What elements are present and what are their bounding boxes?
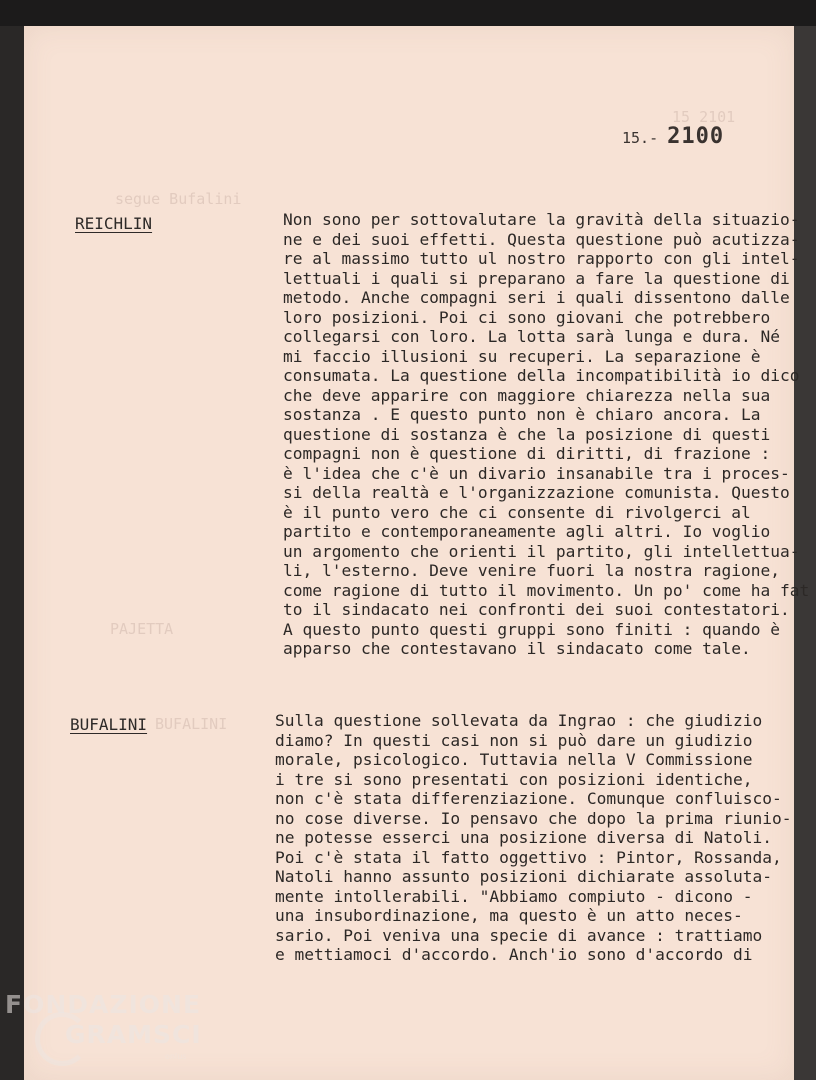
bleed-through-text: PAJETTA: [110, 620, 174, 638]
text-line: Non sono per sottovalutare la gravità della situazio-: [283, 210, 800, 229]
text-line: è l'idea che c'è un divario insanabile tra i proces-: [283, 463, 790, 483]
page-number: [622, 124, 724, 149]
text-line: e mettiamoci d'accordo. Anch'io sono d'accordo di: [275, 945, 753, 964]
text-line: un argomento che orienti il partito, gli intellettua-: [283, 541, 800, 561]
fondazione-gramsci-watermark: [5, 990, 202, 1061]
text-line: come ragione di tutto il movimento. Un po' come ha fat: [283, 580, 810, 600]
text-line: diamo? In questi casi non si può dare un giudizio: [275, 730, 753, 750]
watermark-line-2: GRAMSCI: [65, 1020, 202, 1049]
text-line: Poi c'è stata il fatto oggettivo : Pintor, Rossanda,: [275, 847, 782, 867]
text-line: lettuali i quali si preparano a fare la questione di: [283, 268, 790, 288]
text-line: collegarsi con loro. La lotta sarà lunga e dura. Né: [283, 327, 781, 346]
bleed-through-text: segue Bufalini: [115, 190, 242, 208]
text-line: Natoli hanno assunto posizioni dichiarate assoluta-: [275, 867, 773, 886]
page-number-value: 2100: [667, 124, 725, 149]
text-line: i tre si sono presentati con posizioni identiche,: [275, 769, 753, 789]
text-line: ne e dei suoi effetti. Questa questione può acutizza-: [283, 229, 800, 249]
watermark-line-1: FONDAZIONE: [5, 990, 202, 1019]
text-line: Sulla questione sollevata da Ingrao : che giudizio: [275, 711, 763, 730]
speech-paragraph: [283, 210, 809, 659]
speech-paragraph: [275, 711, 792, 965]
text-line: che deve apparire con maggiore chiarezza nella sua: [283, 385, 771, 405]
text-line: morale, psicologico. Tuttavia nella V Commissione: [275, 750, 753, 769]
text-line: mi faccio illusioni su recuperi. La separazione è: [283, 346, 761, 366]
text-line: mente intollerabili. "Abbiamo compiuto - dicono -: [275, 886, 753, 906]
text-line: consumata. La questione della incompatibilità io dico: [283, 366, 800, 385]
text-line: re al massimo tutto ul nostro rapporto con gli intel-: [283, 249, 800, 268]
text-line: no cose diverse. Io pensavo che dopo la prima riunio-: [275, 808, 792, 828]
text-line: compagni non è questione di diritti, di frazione :: [283, 444, 771, 463]
bleed-through-text: BUFALINI: [155, 715, 228, 733]
text-line: apparso che contestavano il sindacato come tale.: [283, 639, 751, 658]
text-line: si della realtà e l'organizzazione comunista. Questo: [283, 483, 790, 502]
bleed-through-text: 15 2101: [672, 108, 736, 126]
text-line: è il punto vero che ci consente di rivolgerci al: [283, 502, 751, 522]
text-line: A questo punto questi gruppi sono finiti : quando è: [283, 619, 781, 639]
speaker-name: REICHLIN: [75, 214, 153, 233]
text-line: una insubordinazione, ma questo è un atto neces-: [275, 906, 743, 925]
text-line: metodo. Anche compagni seri i quali dissentono dalle: [283, 288, 790, 307]
text-line: to il sindacato nei confronti dei suoi contestatori.: [283, 600, 790, 619]
text-line: non c'è stata differenziazione. Comunque confluisco-: [275, 789, 782, 808]
text-line: li, l'esterno. Deve venire fuori la nostra ragione,: [283, 561, 781, 580]
text-line: sostanza . E questo punto non è chiaro ancora. La: [283, 405, 761, 424]
speaker-name: BUFALINI: [70, 715, 148, 734]
text-line: ne potesse esserci una posizione diversa di Natoli.: [275, 828, 773, 847]
text-line: partito e contemporaneamente agli altri. Io voglio: [283, 522, 771, 541]
watermark-sub: onlus: [165, 1052, 187, 1061]
text-line: sario. Poi veniva una specie di avance : trattiamo: [275, 925, 763, 945]
text-line: questione di sostanza è che la posizione di questi: [283, 424, 771, 444]
scanner-background-top: [0, 0, 816, 26]
page-number-prefix: 15.-: [622, 129, 659, 147]
text-line: loro posizioni. Poi ci sono giovani che potrebbero: [283, 307, 771, 327]
